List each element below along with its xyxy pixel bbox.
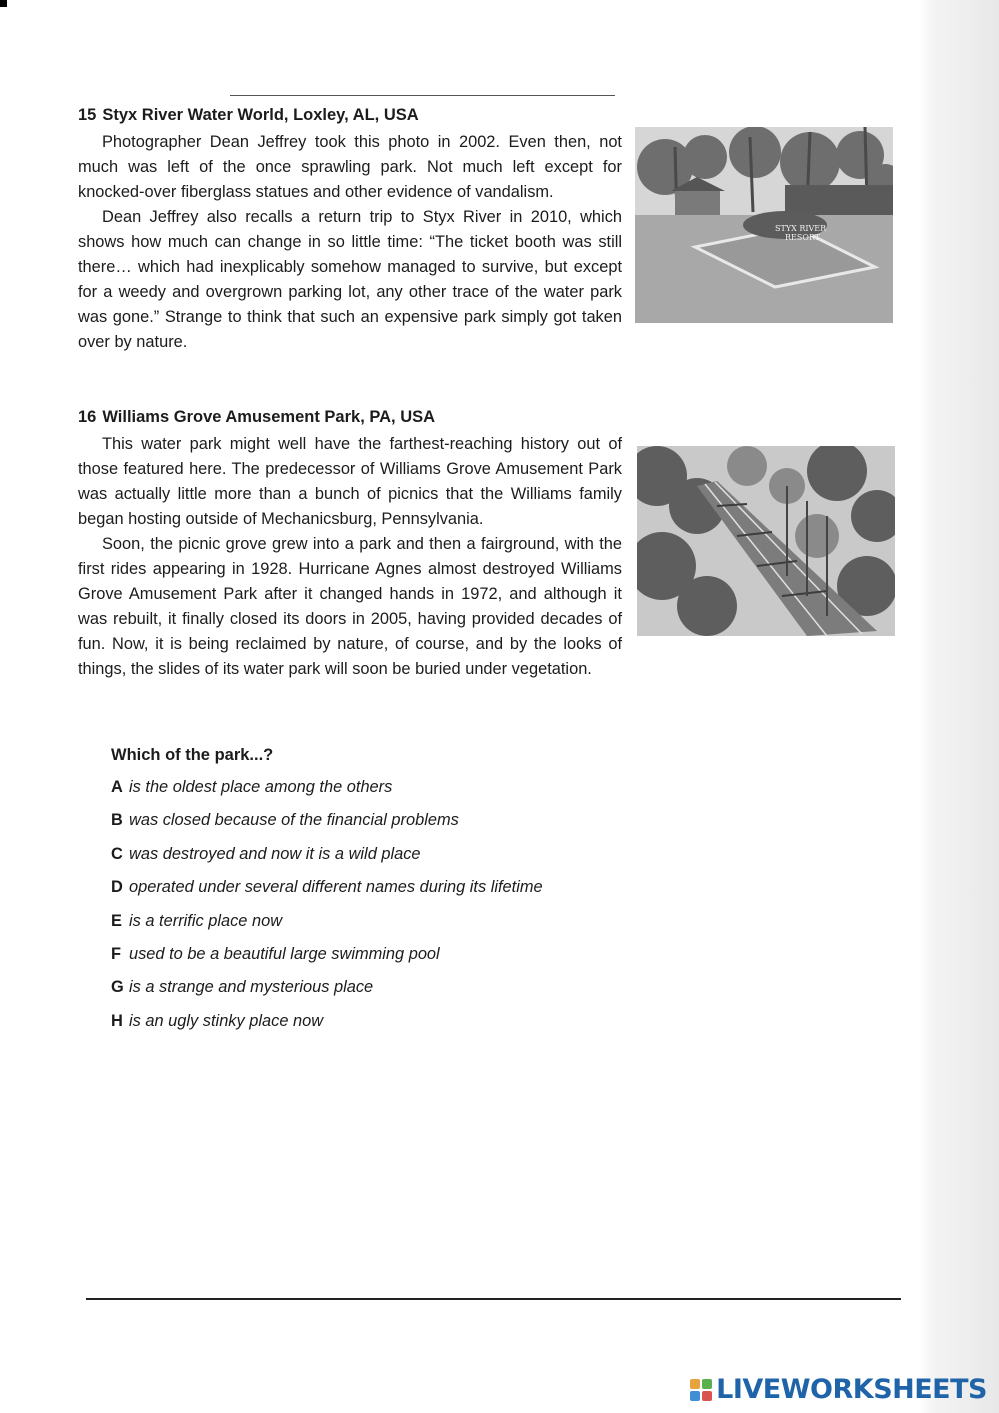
option-letter: C xyxy=(111,844,123,863)
option-letter: G xyxy=(111,978,124,997)
option-letter: B xyxy=(111,811,123,830)
williams-grove-photo xyxy=(637,446,895,636)
option-text: was closed because of the financial problems xyxy=(129,811,459,830)
option-letter: E xyxy=(111,911,122,930)
option-letter: H xyxy=(111,1011,123,1030)
liveworksheets-logo-icon xyxy=(690,1379,712,1401)
answer-option[interactable] xyxy=(111,876,631,909)
option-text: was destroyed and now it is a wild place xyxy=(129,844,421,863)
questions-heading: Which of the park...? xyxy=(111,746,274,764)
section-title: Williams Grove Amusement Park, PA, USA xyxy=(102,408,436,426)
top-rule xyxy=(230,95,615,96)
answer-option[interactable] xyxy=(111,943,631,976)
logo-tile xyxy=(702,1379,712,1389)
article-section-16 xyxy=(78,405,622,682)
paragraph: Dean Jeffrey also recalls a return trip to Styx River in 2010, which shows how much can change in so little time: “The ticket booth was still there… which had inexplicably somehow managed to survive, but except for a weedy and overgrown parking lot, any other trace of the water park was gone.” Strange to think that such an expensive park simply got taken over by nature. xyxy=(78,208,622,351)
answer-option[interactable] xyxy=(111,776,631,809)
photo-illustration xyxy=(637,446,895,636)
option-text: operated under several different names during its lifetime xyxy=(129,878,543,897)
section-16-heading xyxy=(78,405,622,430)
section-15-heading xyxy=(78,103,622,128)
answer-option[interactable] xyxy=(111,809,631,842)
photo-illustration xyxy=(635,127,893,323)
scan-corner-mark xyxy=(0,0,7,7)
bottom-rule xyxy=(86,1298,901,1300)
option-text: used to be a beautiful large swimming pool xyxy=(129,944,440,963)
section-number: 15 xyxy=(78,106,97,124)
logo-tile xyxy=(690,1391,700,1401)
paragraph: Photographer Dean Jeffrey took this photo in 2002. Even then, not much was left of the once sprawling park. Not much left except for knocked-over fiberglass statues and other evidence of vandalism. xyxy=(78,133,622,201)
logo-tile xyxy=(702,1391,712,1401)
paragraph: This water park might well have the farthest-reaching history out of those featured here. The predecessor of Williams Grove Amusement Park was actually little more than a bunch of picnics that the Williams family began hosting outside of Mechanicsburg, Pennsylvania. xyxy=(78,435,622,528)
paragraph: Soon, the picnic grove grew into a park and then a fairground, with the first rides appearing in 1928. Hurricane Agnes almost destroyed Williams Grove Amusement Park after it changed hands in 1972, and although it was rebuilt, it finally closed its doors in 2005, having provided decades of fun. Now, it is being reclaimed by nature, of course, and by the looks of things, the slides of its water park will soon be buried under vegetation. xyxy=(78,535,622,678)
option-letter: A xyxy=(111,778,123,796)
section-number: 16 xyxy=(78,408,97,426)
option-text: is a strange and mysterious place xyxy=(129,978,374,997)
answer-option[interactable] xyxy=(111,843,631,876)
questions-block xyxy=(111,746,631,1043)
section-title: Styx River Water World, Loxley, AL, USA xyxy=(102,106,419,124)
answer-option[interactable] xyxy=(111,910,631,943)
liveworksheets-brand xyxy=(690,1374,987,1405)
option-letter: D xyxy=(111,878,123,897)
styx-river-photo xyxy=(635,127,893,323)
sign-text-line1: STYX RIVER xyxy=(775,224,827,233)
article-section-15 xyxy=(78,103,622,355)
sign-text-line2: RESORT xyxy=(785,233,821,242)
brand-name: LIVEWORKSHEETS xyxy=(716,1374,987,1405)
answer-option[interactable] xyxy=(111,1010,631,1043)
option-text: is the oldest place among the others xyxy=(129,778,393,796)
page-edge-shadow xyxy=(919,0,999,1413)
option-letter: F xyxy=(111,944,122,963)
answer-option[interactable] xyxy=(111,976,631,1009)
logo-tile xyxy=(690,1379,700,1389)
option-text: is an ugly stinky place now xyxy=(129,1011,324,1030)
option-text: is a terrific place now xyxy=(129,911,283,930)
